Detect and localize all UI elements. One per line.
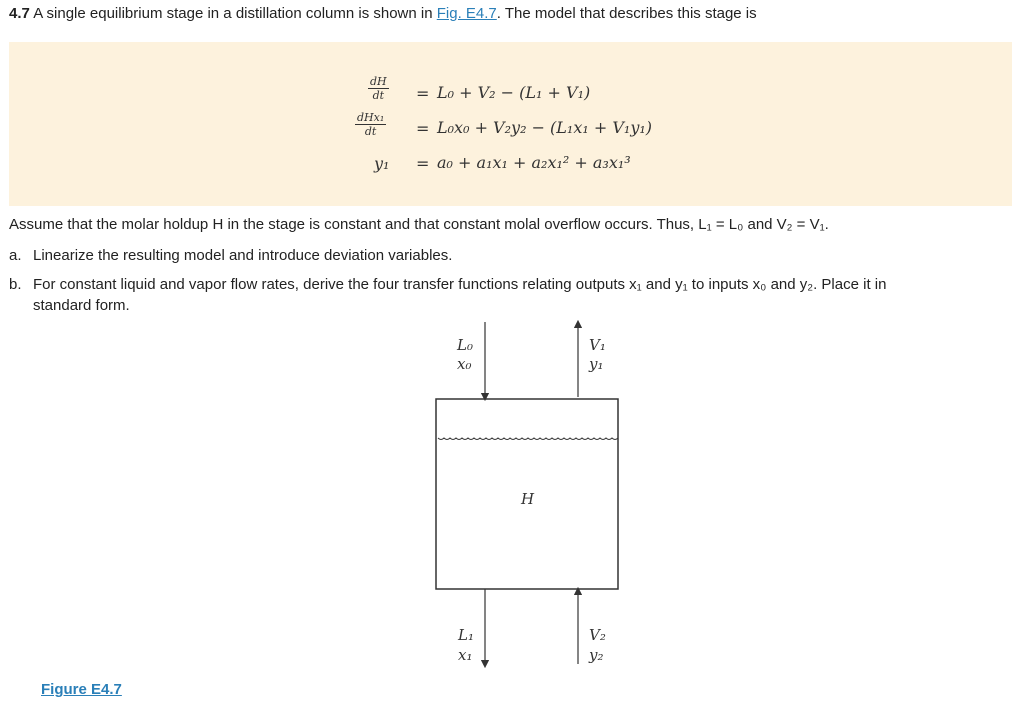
eq1-equals: = — [416, 84, 430, 103]
list-marker-a: a. — [9, 247, 22, 264]
eq3-rhs: a₀ + a₁x₁ + a₂x₁² + a₃x₁³ — [437, 153, 631, 172]
eq1-lhs-denominator: dt — [372, 89, 385, 102]
label-top-right-flow: V₁ — [589, 336, 606, 354]
label-top-left-comp: x₀ — [457, 355, 472, 373]
eq3-equals: = — [416, 154, 430, 173]
list-text-a: Linearize the resulting model and introduce deviation variables. — [33, 247, 453, 264]
list-text-b-continuation: standard form. — [33, 297, 130, 314]
label-bottom-right-flow: V₂ — [589, 626, 606, 644]
eq1-lhs-numerator: dH — [370, 75, 387, 88]
eq2-rhs: L₀x₀ + V₂y₂ − (L₁x₁ + V₁y₁) — [437, 118, 653, 137]
label-top-left-flow: L₀ — [457, 336, 473, 354]
eq1-rhs: L₀ + V₂ − (L₁ + V₁) — [437, 83, 591, 102]
label-bottom-left-comp: x₁ — [458, 646, 473, 664]
label-holdup: H — [521, 490, 535, 508]
eq2-lhs-numerator: dHx₁ — [357, 111, 385, 124]
eq2-lhs-denominator: dt — [364, 125, 377, 138]
list-marker-b: b. — [9, 276, 22, 293]
list-text-b: For constant liquid and vapor flow rates, derive the four transfer functions relating outputs x₁ and y₁ to inputs x₀ and y₂. Place it in — [33, 276, 887, 293]
label-bottom-left-flow: L₁ — [458, 626, 474, 644]
problem-intro: A single equilibrium stage in a distillation column is shown in — [29, 5, 437, 22]
eq3-lhs: y₁ — [374, 154, 390, 173]
assumption-text: Assume that the molar holdup H in the stage is constant and that constant molal overflow occurs. Thus, L₁ = L₀ and V₂ = V₁. — [9, 216, 829, 233]
label-top-right-comp: y₁ — [589, 355, 604, 373]
problem-intro-end: . The model that describes this stage is — [496, 5, 757, 22]
eq2-equals: = — [416, 119, 430, 138]
label-bottom-right-comp: y₂ — [589, 646, 604, 664]
liquid-surface — [438, 438, 618, 440]
figure-caption-link[interactable]: Figure E4.7 — [41, 681, 122, 698]
figure-link[interactable]: Fig. E4.7 — [436, 5, 497, 22]
problem-number: 4.7 — [9, 5, 30, 22]
